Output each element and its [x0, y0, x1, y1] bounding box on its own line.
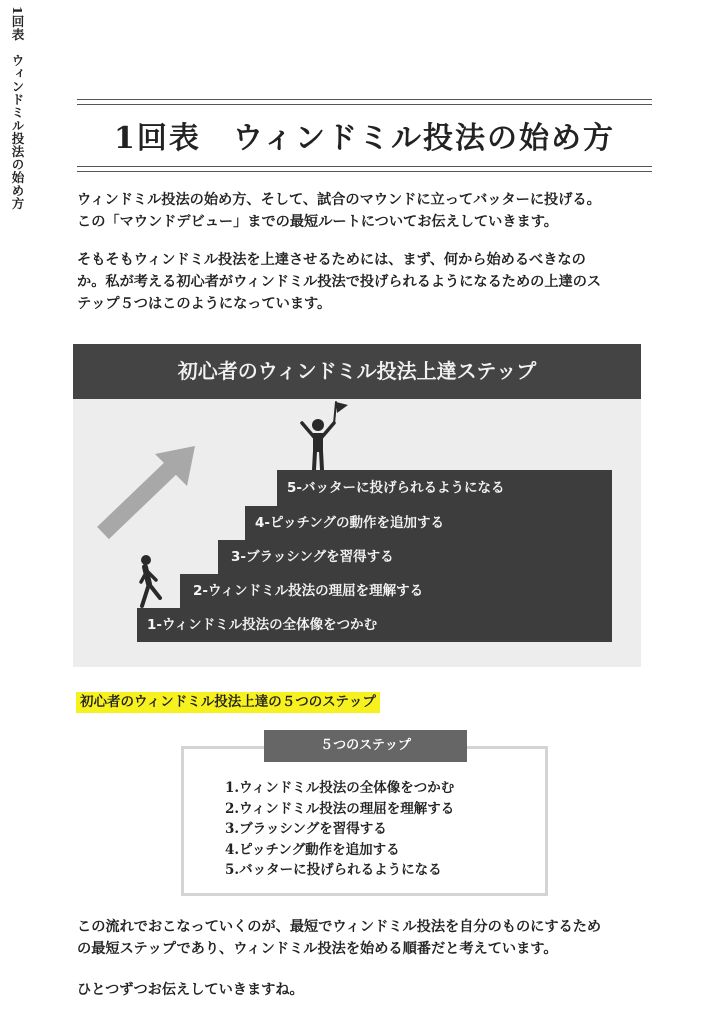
- step-bar-5: 5-バッターに投げられるようになる: [277, 470, 612, 506]
- steps-infographic: [73, 344, 641, 667]
- up-arrow-icon: [103, 446, 195, 533]
- step-bar-3: 3-ブラッシングを習得する: [218, 540, 612, 574]
- question-line-3: テップ５つはこのようになっています。: [77, 296, 332, 312]
- title-rule-bottom-inner: [77, 166, 652, 167]
- walking-person-icon: [141, 555, 160, 606]
- list-item: 2.ウィンドミル投法の理屈を理解する: [225, 800, 455, 817]
- chapter-title: 1回表 ウィンドミル投法の始め方: [113, 121, 616, 156]
- list-item: 5.バッターに投げられるようになる: [225, 862, 442, 878]
- intro-line-1: ウィンドミル投法の始め方、そして、試合のマウンドに立ってバッターに投げる。: [77, 192, 601, 208]
- step-bar-1: 1-ウィンドミル投法の全体像をつかむ: [137, 608, 612, 642]
- list-item: 4.ピッチング動作を追加する: [225, 841, 400, 858]
- list-item: 1.ウィンドミル投法の全体像をつかむ: [225, 780, 455, 796]
- steps-list: [225, 778, 454, 881]
- title-rule-bottom: [77, 171, 652, 172]
- steps-box-label: ５つのステップ: [264, 730, 467, 762]
- infographic-title: 初心者のウィンドミル投法上達ステップ: [73, 344, 641, 399]
- intro-line-2: この「マウンドデビュー」までの最短ルートについてお伝えしていきます。: [77, 214, 558, 230]
- flag-person-icon: [302, 402, 348, 470]
- list-item: 3.ブラッシングを習得する: [225, 821, 387, 837]
- title-rule-top: [77, 99, 652, 100]
- question-line-2: か。私が考える初心者がウィンドミル投法で投げられるようになるための上達のス: [77, 274, 602, 290]
- closing-line: ひとつずつお伝えしていきますね。: [77, 982, 304, 998]
- running-head: 1回表 ウィンドミル投法の始め方: [10, 6, 25, 211]
- conclusion-line-2: の最短ステップであり、ウィンドミル投法を始める順番だと考えています。: [77, 941, 558, 957]
- conclusion-line-1: この流れでおこなっていくのが、最短でウィンドミル投法を自分のものにするため: [77, 919, 602, 935]
- question-line-1: そもそもウィンドミル投法を上達させるためには、まず、何から始めるべきなの: [77, 252, 586, 268]
- step-bar-2: 2-ウィンドミル投法の理屈を理解する: [180, 574, 612, 608]
- step-bar-4: 4-ピッチングの動作を追加する: [245, 506, 612, 540]
- highlighted-heading: 初心者のウィンドミル投法上達の５つのステップ: [76, 692, 380, 713]
- title-rule-top-inner: [77, 104, 652, 105]
